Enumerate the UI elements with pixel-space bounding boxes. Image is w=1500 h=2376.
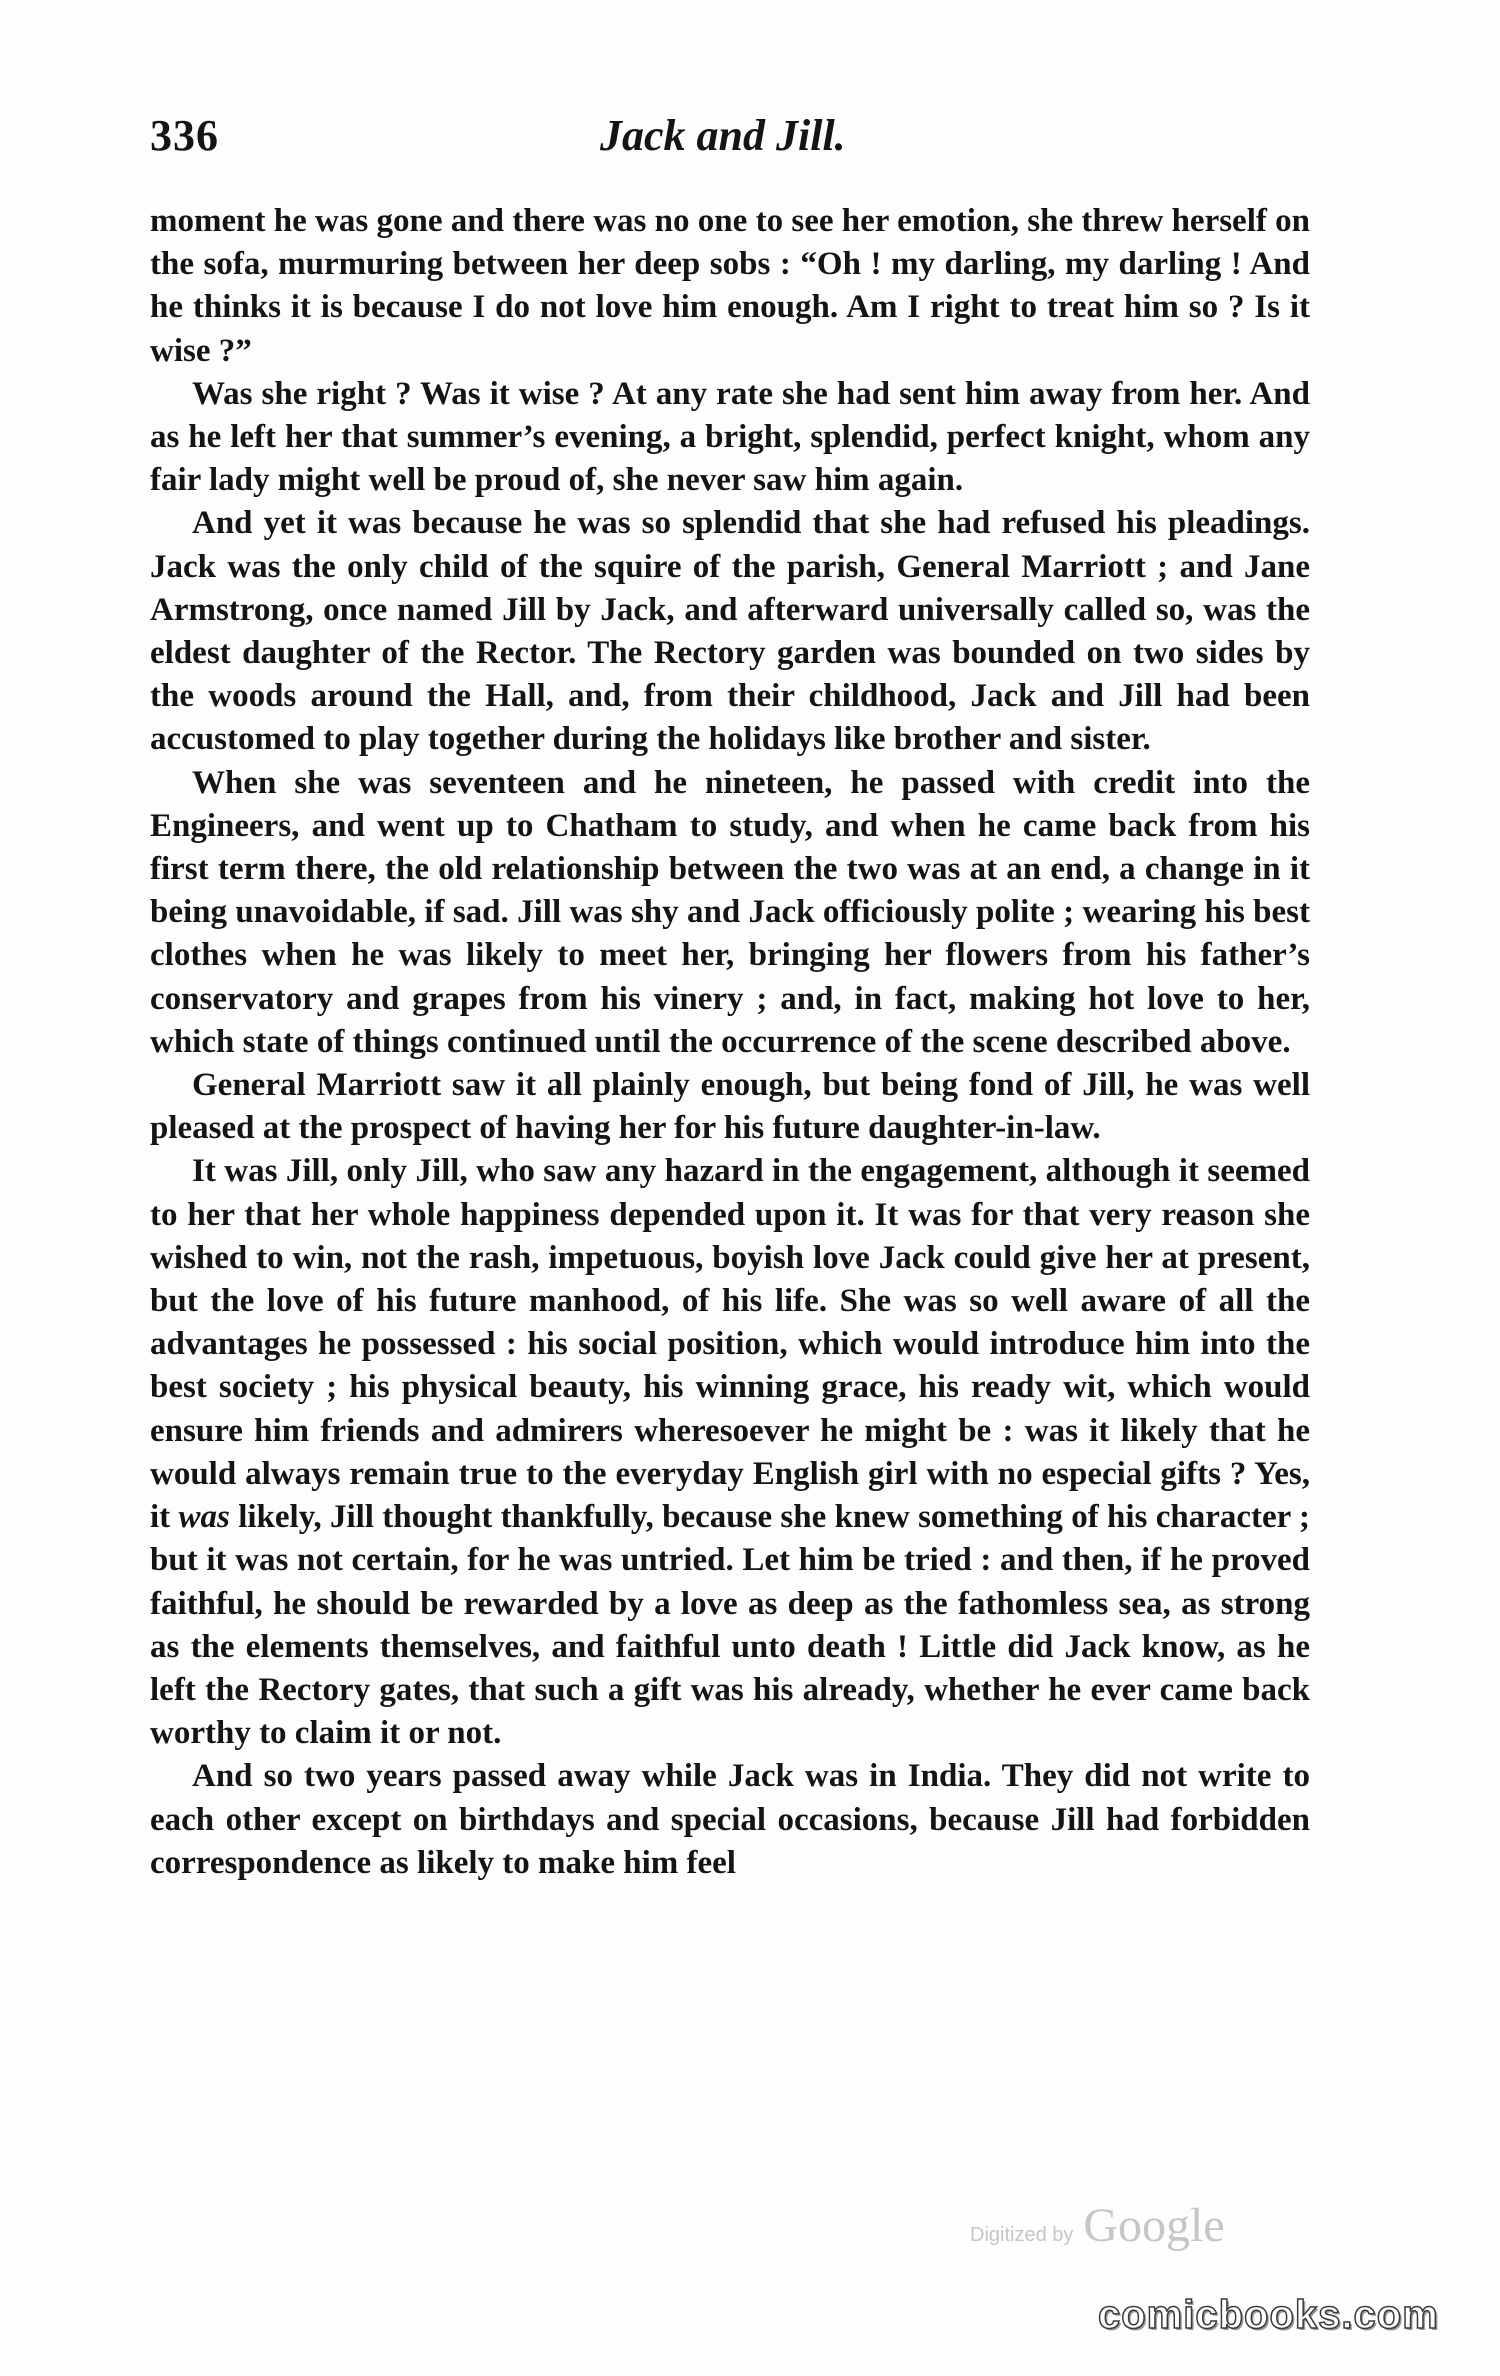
paragraph-6-text-b: likely, Jill thought thankfully, because she knew something of his character ; but it was not certain, for he was untried. Let him be tried : and then, if he proved faithful, he should be rewarded by a love as deep as the fathomless sea, as strong as the elements themselves, and faithful unto death ! Little did Jack know, as he left the Rectory gates, that such a gift was his already, whether he ever came back worthy to claim it or not. <box>150 1499 1311 1752</box>
body-text <box>150 200 1310 1885</box>
digitized-watermark <box>970 2198 1225 2253</box>
site-logo: comicbooks.com <box>1098 2293 1439 2337</box>
paragraph-5: General Marriott saw it all plainly enough, but being fond of Jill, he was well pleased at the prospect of having her for his future daughter-in-law. <box>150 1067 1310 1147</box>
paragraph-2: Was she right ? Was it wise ? At any rate she had sent him away from her. And as he left her that summer’s evening, a bright, splendid, perfect knight, whom any fair lady might well be proud of, she never saw him again. <box>150 375 1310 499</box>
paragraph-6-text-a: It was Jill, only Jill, who saw any hazard in the engagement, although it seemed to her that her whole happiness depended upon it. It was for that very reason she wished to win, not the rash, impetuous, boyish love Jack could give her at present, but the love of his future manhood, of his life. She was so well aware of all the advantages he possessed : his social position, which would introduce him into the best society ; his physical beauty, his winning grace, his ready wit, which would ensure him friends and admirers wheresoever he might be : was it likely that he would always remain true to the everyday English girl with no especial gifts ? Yes, it <box>150 1153 1310 1536</box>
paragraph-4: When she was seventeen and he nineteen, he passed with credit into the Engineers, and went up to Chatham to study, and when he came back from his first term there, the old relationship between the two was at an end, a change in it being unavoidable, if sad. Jill was shy and Jack officiously polite ; wearing his best clothes when he was likely to meet her, bringing her flowers from his father’s conservatory and grapes from his vinery ; and, in fact, making hot love to her, which state of things continued until the occurrence of the scene described above. <box>150 764 1310 1060</box>
paragraph-1: moment he was gone and there was no one to see her emotion, she threw herself on the sofa, murmuring between her deep sobs : “Oh ! my darling, my darling ! And he thinks it is because I do not love him enough. Am I right to treat him so ? Is it wise ?” <box>150 203 1310 369</box>
paragraph-7: And so two years passed away while Jack was in India. They did not write to each other except on birthdays and special occasions, because Jill had forbidden correspondence as likely to make him feel <box>150 1758 1310 1881</box>
emphasis-was: was <box>178 1499 230 1536</box>
paragraph-3: And yet it was because he was so splendid that she had refused his pleadings. Jack was the only child of the squire of the parish, General Marriott ; and Jane Armstrong, once named Jill by Jack, and afterward universally called so, was the eldest daughter of the Rector. The Rectory garden was bounded on two sides by the woods around the Hall, and, from their childhood, Jack and Jill had been accustomed to play together during the holidays like brother and sister. <box>150 505 1310 758</box>
watermark-brand: Google <box>1083 2199 1225 2252</box>
page-number: 336 <box>150 111 219 160</box>
watermark-prefix: Digitized by <box>970 2224 1074 2246</box>
running-title: Jack and Jill. <box>600 111 846 160</box>
paragraph-6 <box>150 1150 1310 1755</box>
